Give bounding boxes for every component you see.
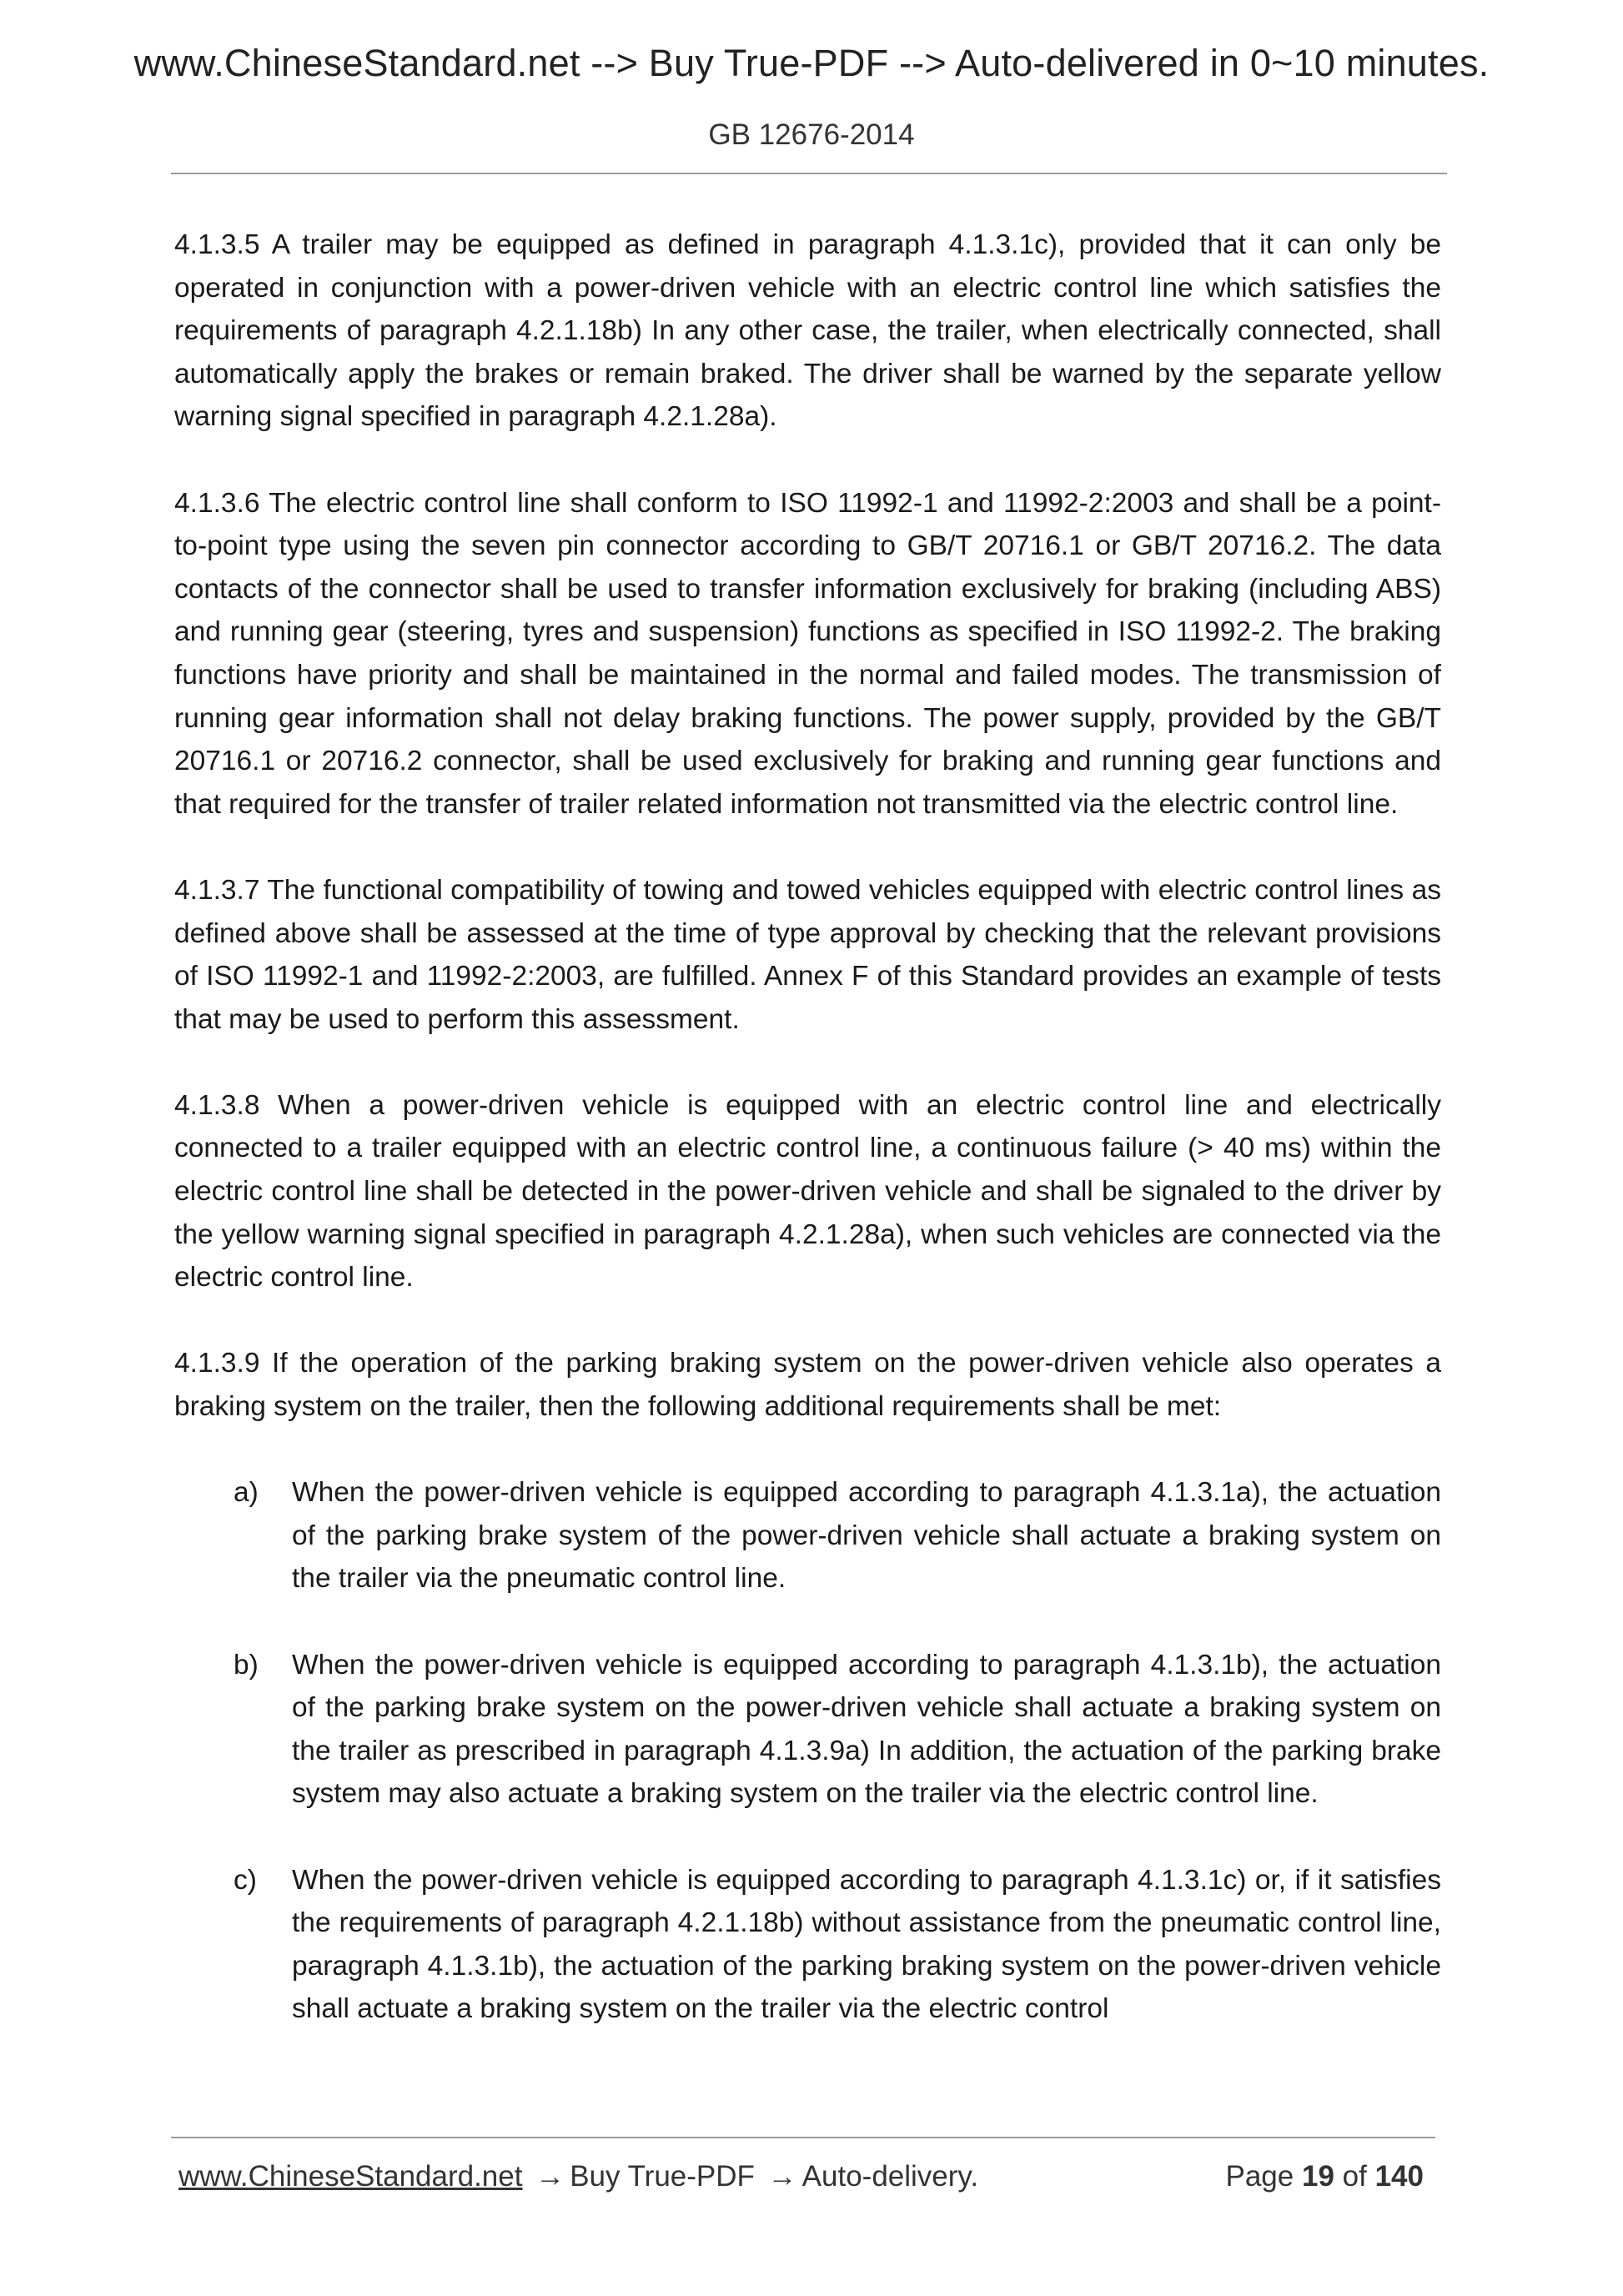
paragraph-4-1-3-7: 4.1.3.7 The functional compatibility of towing and towed vehicles equipped with electric control lines as defined above shall be assessed at the time of type approval by checking that the relevant provisions of ISO 11992-1 and 11992-2:2003, are fulfilled. Annex F of this Standard provides an example of tests that may be used to perform this assessment. — [174, 874, 1441, 1035]
site-banner: www.ChineseStandard.net --> Buy True-PDF --> Auto-delivered in 0~10 minutes. — [133, 42, 1490, 84]
page-indicator — [1226, 2160, 1425, 2193]
list-item-label: a) — [234, 1477, 259, 1509]
list-item-text: When the power-driven vehicle is equipped according to paragraph 4.1.3.1c) or, if it satisfies the requirements of paragraph 4.2.1.18b) without assistance from the pneumatic control line, paragraph 4.1.3.1b), the actuation of the parking braking system on the power-driven vehicle shall actuate a braking system on the trailer via the electric control — [292, 1864, 1441, 2025]
document-id: GB 12676-2014 — [708, 118, 915, 151]
list-item-text: When the power-driven vehicle is equipped according to paragraph 4.1.3.1b), the actuation of the parking brake system on the power-driven vehicle shall actuate a braking system on the trailer as prescribed in paragraph 4.1.3.9a) In addition, the actuation of the parking brake system may also actuate a braking system on the trailer via the electric control line. — [292, 1649, 1441, 1810]
page-body — [174, 224, 1441, 2031]
list-item-text: When the power-driven vehicle is equipped according to paragraph 4.1.3.1a), the actuation of the parking brake system of the power-driven vehicle shall actuate a braking system on the trailer via the pneumatic control line. — [292, 1477, 1441, 1595]
list-item-b — [174, 1644, 1441, 1816]
arrow-right-icon: → — [767, 2160, 797, 2193]
page-label: Page — [1225, 2160, 1294, 2193]
list-item-c — [174, 1859, 1441, 2031]
page-total: 140 — [1374, 2160, 1424, 2193]
arrow-right-icon: → — [535, 2160, 565, 2193]
paragraph-4-1-3-9: 4.1.3.9 If the operation of the parking braking system on the power-driven vehicle also operates a braking system on the trailer, then the following additional requirements shall be met: — [174, 1348, 1441, 1423]
footer-promo — [178, 2160, 978, 2193]
page-number: 19 — [1301, 2160, 1334, 2193]
list-item-label: c) — [234, 1864, 257, 1896]
paragraph-4-1-3-5: 4.1.3.5 A trailer may be equipped as defined in paragraph 4.1.3.1c), provided that it can only be operated in conjunction with a power-driven vehicle with an electric control line which satisfies the requirements of paragraph 4.2.1.18b) In any other case, the trailer, when electrically connected, shall automatically apply the brakes or remain braked. The driver shall be warned by the separate yellow warning signal specified in paragraph 4.2.1.28a). — [174, 229, 1441, 433]
list-item-label: b) — [234, 1649, 259, 1681]
site-link[interactable]: www.ChineseStandard.net — [178, 2160, 523, 2193]
page-of-label: of — [1342, 2160, 1367, 2193]
paragraph-4-1-3-8: 4.1.3.8 When a power-driven vehicle is equipped with an electric control line and electrically connected to a trailer equipped with an electric control line, a continuous failure (> 40 ms) within the electric control line shall be detected in the power-driven vehicle and shall be signaled to the driver by the yellow warning signal specified in paragraph 4.2.1.28a), when such vehicles are connected via the electric control line. — [174, 1089, 1441, 1294]
header-divider — [171, 173, 1447, 174]
paragraph-4-1-3-6: 4.1.3.6 The electric control line shall conform to ISO 11992-1 and 11992-2:2003 and shall be a point-to-point type using the seven pin connector according to GB/T 20716.1 or GB/T 20716.2. The data contacts of the connector shall be used to transfer information exclusively for braking (including ABS) and running gear (steering, tyres and suspension) functions as specified in ISO 11992-2. The braking functions have priority and shall be maintained in the normal and failed modes. The transmission of running gear information shall not delay braking functions. The power supply, provided by the GB/T 20716.1 or 20716.2 connector, shall be used exclusively for braking and running gear functions and that required for the transfer of trailer related information not transmitted via the electric control line. — [174, 487, 1441, 820]
footer-divider — [171, 2137, 1435, 2138]
list-item-a — [174, 1471, 1441, 1600]
delivery-text: Auto-delivery. — [801, 2160, 979, 2193]
buy-text: Buy True-PDF — [570, 2160, 755, 2193]
